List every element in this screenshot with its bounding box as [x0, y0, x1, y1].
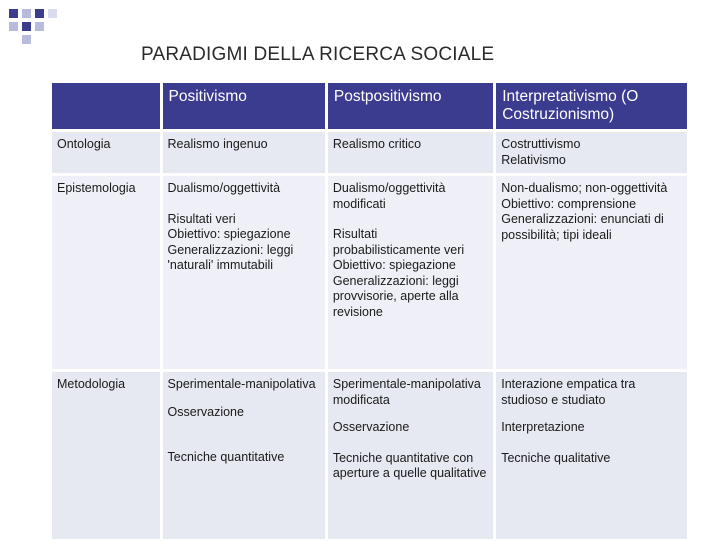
table-cell: Realismo critico: [328, 132, 493, 173]
square-decoration: [22, 35, 31, 44]
decorative-squares: [0, 0, 70, 45]
table-row: [52, 176, 687, 369]
cell-text: Obiettivo: spiegazione: [167, 227, 291, 241]
cell-text: Interpretazione: [501, 420, 585, 434]
header-cell-interpretativismo: Interpretativismo (O Costruzionismo): [496, 83, 687, 129]
square-decoration: [22, 22, 31, 31]
row-label-metodologia: Metodologia: [52, 372, 160, 539]
table-cell: [328, 176, 493, 369]
cell-text: Generalizzazioni: leggi provvisorie, aperte alla revisione: [332, 273, 459, 319]
header-cell-empty: [52, 83, 160, 129]
cell-text: Risultati veri: [167, 211, 236, 226]
cell-text: Sperimentale-manipolativa: [167, 377, 316, 391]
row-label-epistemologia: Epistemologia: [52, 176, 160, 369]
table-row: [52, 132, 687, 173]
cell-text: Costruttivismo: [501, 137, 581, 151]
cell-text: Risultati probabilisticamente veri: [332, 227, 465, 257]
table-cell: [163, 176, 325, 369]
cell-text: Interazione empatica tra studioso e studiato: [501, 377, 636, 407]
cell-text: Obiettivo: spiegazione: [332, 258, 456, 272]
cell-text: Generalizzazioni: leggi 'naturali' immutabili: [167, 242, 294, 272]
table-header-row: [52, 83, 687, 129]
table-cell: [496, 176, 687, 369]
cell-text: Osservazione: [167, 404, 244, 419]
page-title: PARADIGMI DELLA RICERCA SOCIALE: [141, 44, 495, 65]
row-label-ontologia: Ontologia: [52, 132, 160, 173]
cell-text: Generalizzazioni: enunciati di possibilità; tipi ideali: [501, 212, 664, 242]
table-cell: [496, 132, 687, 173]
square-decoration: [35, 9, 44, 18]
cell-text: Tecniche qualitative: [501, 450, 611, 465]
cell-text: Relativismo: [501, 152, 566, 167]
square-decoration: [9, 9, 18, 18]
table-cell: [496, 372, 687, 539]
paradigms-table: [49, 80, 690, 542]
cell-text: Obiettivo: comprensione: [501, 196, 637, 211]
cell-text: Tecniche quantitative con aperture a quelle qualitative: [332, 450, 487, 480]
cell-text: Sperimentale-manipolativa modificata: [332, 377, 481, 407]
cell-text: Non-dualismo; non-oggettività: [501, 181, 668, 195]
header-cell-postpositivismo: Postpositivismo: [328, 83, 493, 129]
table-cell: [328, 372, 493, 539]
cell-text: Tecniche quantitative: [167, 450, 285, 464]
cell-text: Osservazione: [332, 420, 410, 434]
table-row: [52, 372, 687, 539]
square-decoration: [9, 22, 18, 31]
square-decoration: [22, 9, 31, 18]
cell-text: Dualismo/oggettività modificati: [332, 181, 446, 211]
cell-text: Dualismo/oggettività: [167, 181, 281, 195]
table-cell: [163, 372, 325, 539]
square-decoration: [35, 22, 44, 31]
header-cell-positivismo: Positivismo: [163, 83, 325, 129]
square-decoration: [48, 9, 57, 18]
table-cell: Realismo ingenuo: [163, 132, 325, 173]
